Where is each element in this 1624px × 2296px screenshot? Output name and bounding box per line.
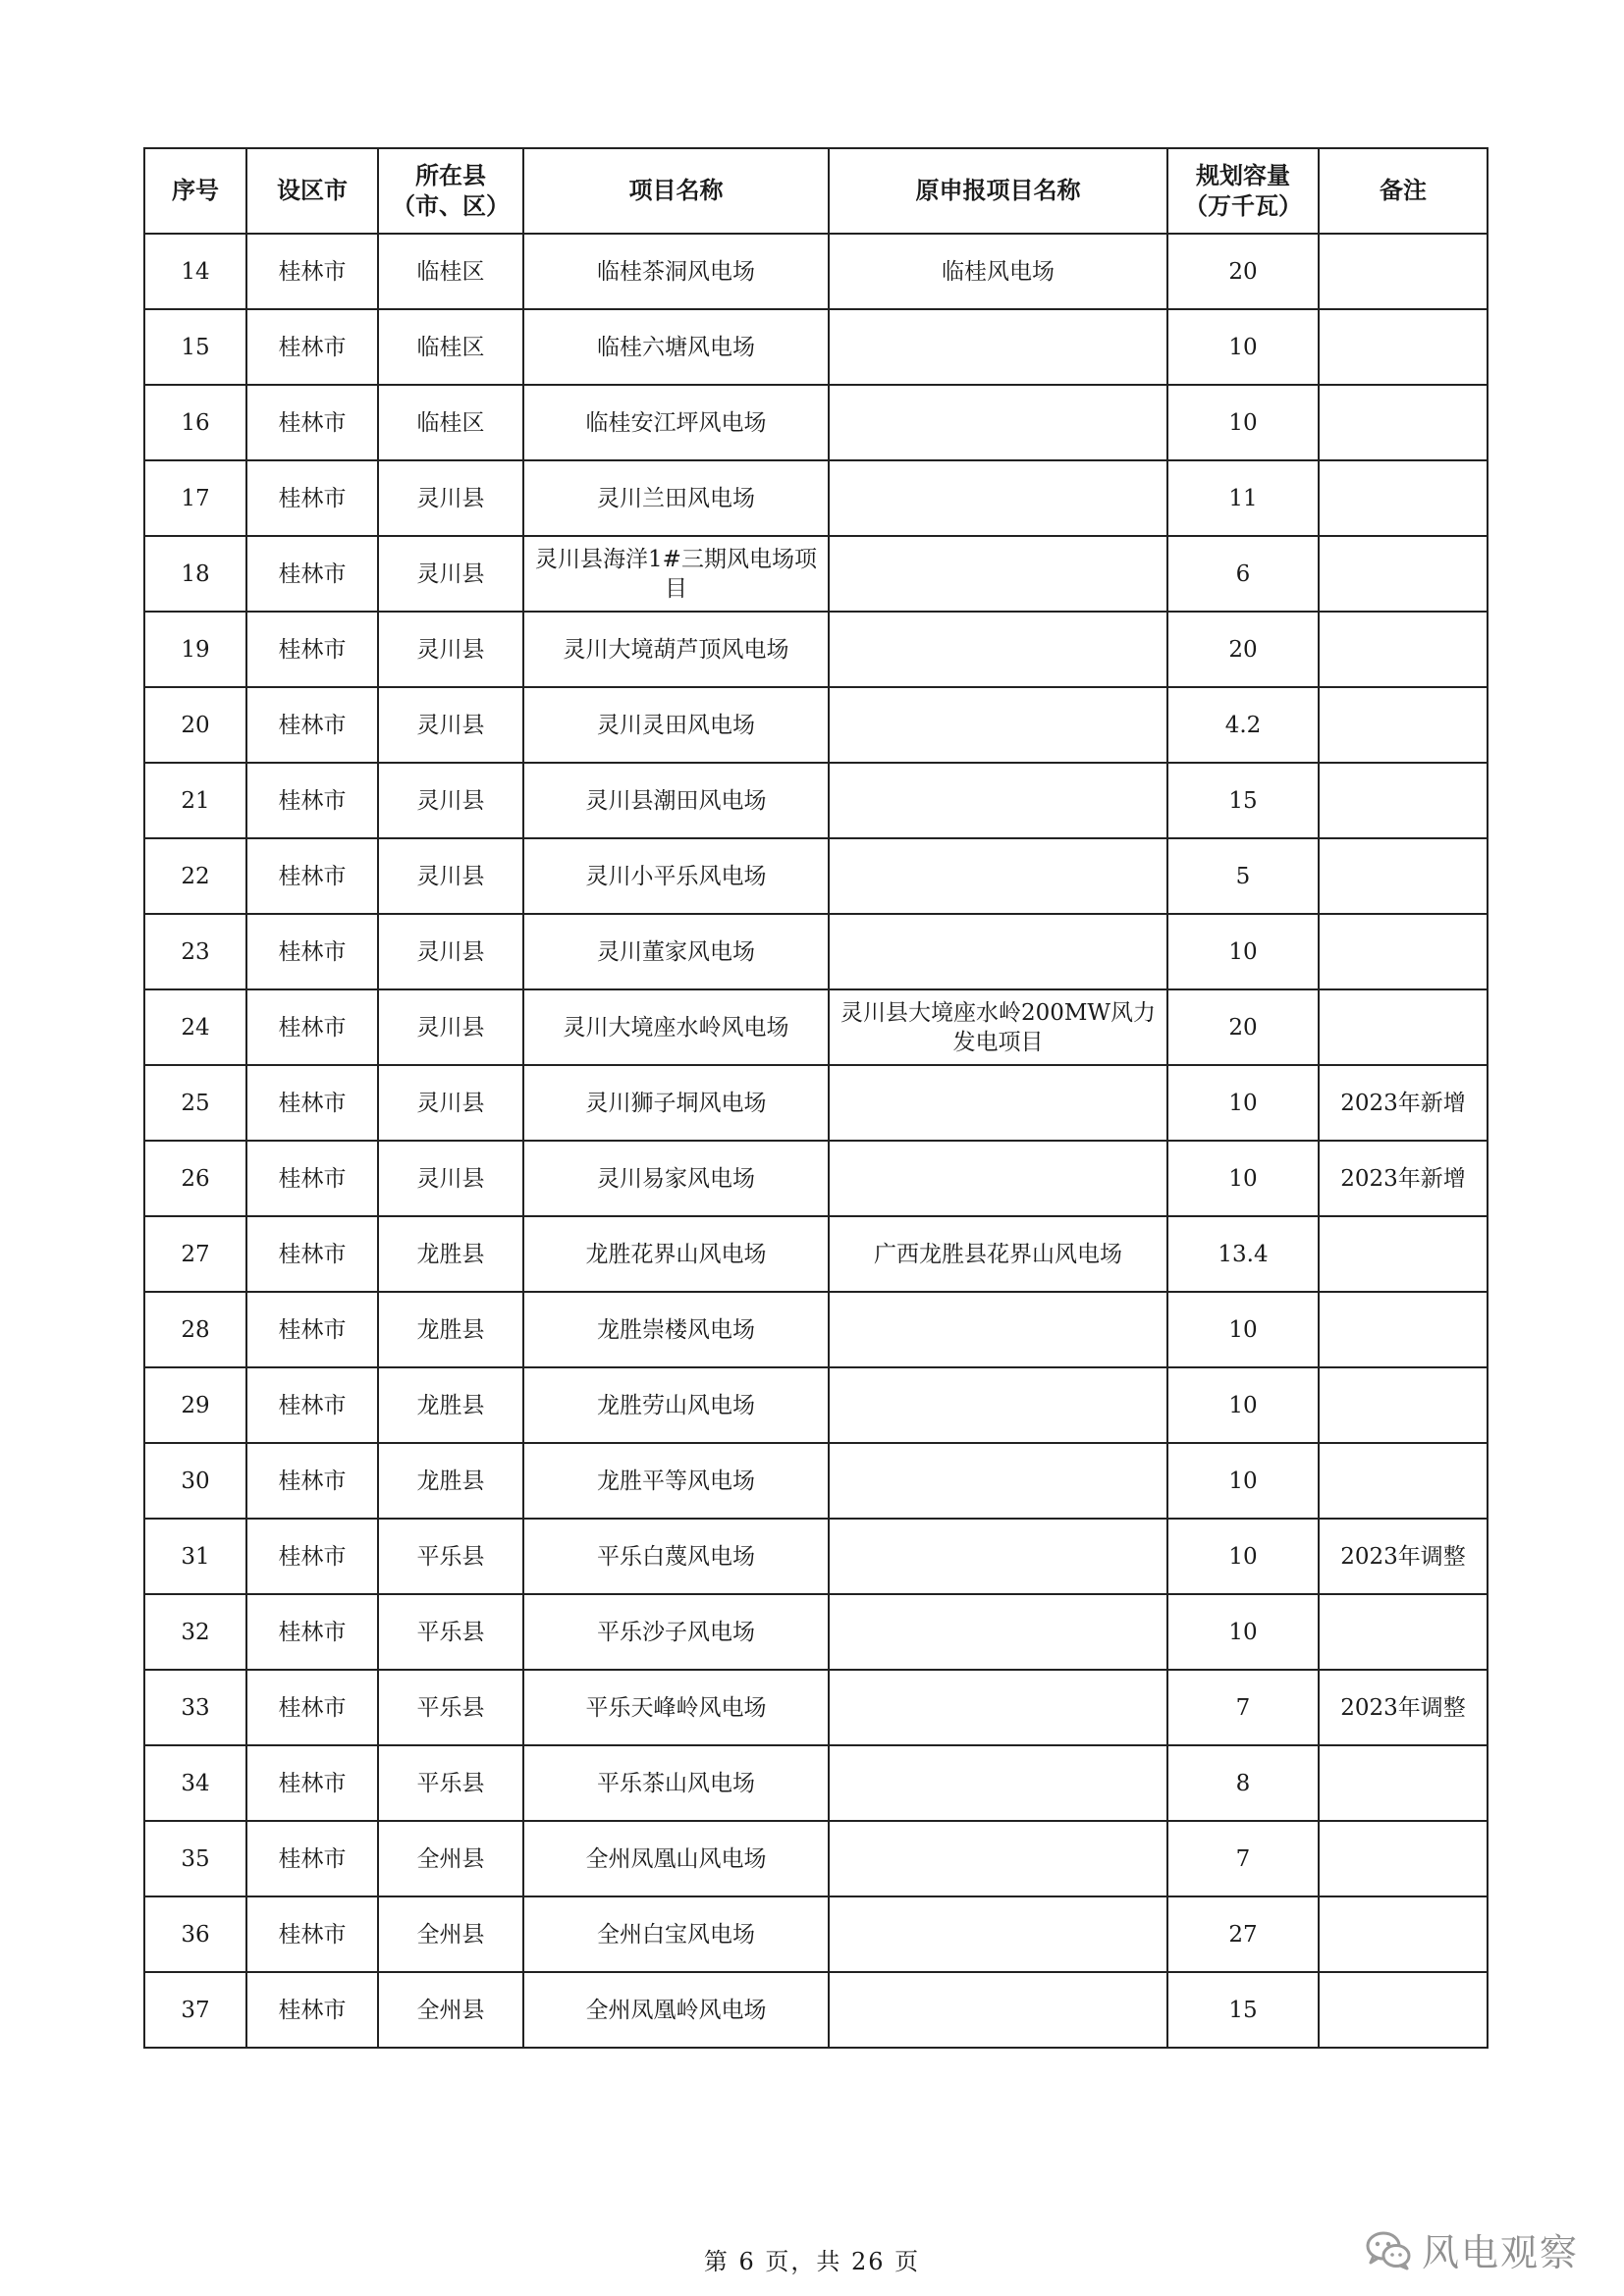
- cell-remark: [1319, 989, 1488, 1065]
- table-row: [144, 460, 1488, 536]
- cell-remark: 2023年调整: [1319, 1670, 1488, 1745]
- cell-city: 桂林市: [246, 687, 378, 763]
- table-row: [144, 838, 1488, 914]
- cell-index: 17: [144, 460, 246, 536]
- table-row: [144, 1216, 1488, 1292]
- cell-remark: [1319, 1367, 1488, 1443]
- cell-capacity: 13.4: [1167, 1216, 1319, 1292]
- cell-remark: [1319, 309, 1488, 385]
- cell-index: 18: [144, 536, 246, 612]
- cell-remark: [1319, 460, 1488, 536]
- cell-original: [829, 763, 1167, 838]
- cell-project: 全州凤凰山风电场: [523, 1821, 829, 1896]
- cell-city: 桂林市: [246, 612, 378, 687]
- cell-project: 灵川县潮田风电场: [523, 763, 829, 838]
- cell-city: 桂林市: [246, 1821, 378, 1896]
- cell-city: 桂林市: [246, 1065, 378, 1141]
- cell-original: 临桂风电场: [829, 234, 1167, 309]
- cell-county: 临桂区: [378, 385, 523, 460]
- cell-county: 灵川县: [378, 1141, 523, 1216]
- table-row: [144, 234, 1488, 309]
- cell-remark: [1319, 763, 1488, 838]
- cell-city: 桂林市: [246, 1745, 378, 1821]
- cell-capacity: 4.2: [1167, 687, 1319, 763]
- cell-project: 灵川大境葫芦顶风电场: [523, 612, 829, 687]
- cell-index: 21: [144, 763, 246, 838]
- cell-index: 19: [144, 612, 246, 687]
- table-row: [144, 1292, 1488, 1367]
- cell-capacity: 10: [1167, 914, 1319, 989]
- cell-index: 34: [144, 1745, 246, 1821]
- cell-county: 全州县: [378, 1821, 523, 1896]
- cell-index: 15: [144, 309, 246, 385]
- cell-remark: [1319, 234, 1488, 309]
- table-row: [144, 1443, 1488, 1519]
- cell-original: [829, 1443, 1167, 1519]
- cell-project: 灵川兰田风电场: [523, 460, 829, 536]
- cell-remark: [1319, 385, 1488, 460]
- cell-remark: [1319, 1216, 1488, 1292]
- table-row: [144, 914, 1488, 989]
- table-row: [144, 1670, 1488, 1745]
- header-index: 序号: [144, 148, 246, 234]
- cell-city: 桂林市: [246, 1594, 378, 1670]
- cell-capacity: 8: [1167, 1745, 1319, 1821]
- cell-county: 灵川县: [378, 612, 523, 687]
- cell-county: 临桂区: [378, 309, 523, 385]
- cell-remark: 2023年调整: [1319, 1519, 1488, 1594]
- cell-capacity: 10: [1167, 1292, 1319, 1367]
- cell-index: 16: [144, 385, 246, 460]
- table-row: [144, 1972, 1488, 2048]
- cell-capacity: 15: [1167, 763, 1319, 838]
- cell-index: 20: [144, 687, 246, 763]
- header-county-line1: 所在县: [415, 161, 486, 189]
- cell-city: 桂林市: [246, 1896, 378, 1972]
- table-row: [144, 1519, 1488, 1594]
- cell-index: 33: [144, 1670, 246, 1745]
- cell-index: 23: [144, 914, 246, 989]
- cell-city: 桂林市: [246, 838, 378, 914]
- header-county-line2: （市、区）: [392, 191, 510, 220]
- cell-remark: [1319, 1443, 1488, 1519]
- cell-county: 灵川县: [378, 914, 523, 989]
- cell-capacity: 10: [1167, 309, 1319, 385]
- header-capacity-line2: （万千瓦）: [1184, 191, 1302, 220]
- header-project: 项目名称: [523, 148, 829, 234]
- header-county: [378, 148, 523, 234]
- cell-project: 灵川县海洋1#三期风电场项目: [523, 536, 829, 612]
- cell-remark: [1319, 838, 1488, 914]
- cell-original: [829, 1972, 1167, 2048]
- cell-county: 龙胜县: [378, 1292, 523, 1367]
- cell-project: 平乐沙子风电场: [523, 1594, 829, 1670]
- table-row: [144, 763, 1488, 838]
- cell-remark: [1319, 1745, 1488, 1821]
- cell-county: 龙胜县: [378, 1443, 523, 1519]
- table-row: [144, 687, 1488, 763]
- cell-capacity: 27: [1167, 1896, 1319, 1972]
- cell-county: 平乐县: [378, 1519, 523, 1594]
- cell-remark: [1319, 687, 1488, 763]
- cell-original: [829, 1292, 1167, 1367]
- cell-county: 灵川县: [378, 1065, 523, 1141]
- cell-project: 临桂茶洞风电场: [523, 234, 829, 309]
- table-row: [144, 309, 1488, 385]
- cell-original: 广西龙胜县花界山风电场: [829, 1216, 1167, 1292]
- cell-city: 桂林市: [246, 989, 378, 1065]
- cell-project: 灵川灵田风电场: [523, 687, 829, 763]
- cell-project: 临桂安江坪风电场: [523, 385, 829, 460]
- cell-city: 桂林市: [246, 1292, 378, 1367]
- cell-project: 灵川狮子垌风电场: [523, 1065, 829, 1141]
- cell-original: [829, 1519, 1167, 1594]
- cell-county: 临桂区: [378, 234, 523, 309]
- table-row: [144, 989, 1488, 1065]
- table-row: [144, 1141, 1488, 1216]
- cell-remark: 2023年新增: [1319, 1141, 1488, 1216]
- cell-index: 14: [144, 234, 246, 309]
- cell-project: 龙胜劳山风电场: [523, 1367, 829, 1443]
- cell-index: 36: [144, 1896, 246, 1972]
- cell-county: 灵川县: [378, 763, 523, 838]
- header-capacity-line1: 规划容量: [1196, 161, 1290, 189]
- table-header-row: [144, 148, 1488, 234]
- cell-city: 桂林市: [246, 1519, 378, 1594]
- cell-county: 灵川县: [378, 838, 523, 914]
- cell-capacity: 20: [1167, 989, 1319, 1065]
- cell-index: 27: [144, 1216, 246, 1292]
- table-row: [144, 536, 1488, 612]
- cell-index: 25: [144, 1065, 246, 1141]
- table-row: [144, 1896, 1488, 1972]
- cell-city: 桂林市: [246, 1216, 378, 1292]
- cell-county: 灵川县: [378, 989, 523, 1065]
- table-row: [144, 1594, 1488, 1670]
- cell-city: 桂林市: [246, 1670, 378, 1745]
- cell-original: [829, 460, 1167, 536]
- cell-capacity: 11: [1167, 460, 1319, 536]
- cell-city: 桂林市: [246, 309, 378, 385]
- cell-index: 26: [144, 1141, 246, 1216]
- cell-remark: [1319, 1821, 1488, 1896]
- cell-index: 31: [144, 1519, 246, 1594]
- cell-remark: [1319, 536, 1488, 612]
- cell-project: 平乐茶山风电场: [523, 1745, 829, 1821]
- cell-index: 29: [144, 1367, 246, 1443]
- cell-original: [829, 536, 1167, 612]
- header-city: 设区市: [246, 148, 378, 234]
- cell-city: 桂林市: [246, 385, 378, 460]
- cell-original: [829, 1896, 1167, 1972]
- table-row: [144, 612, 1488, 687]
- cell-county: 灵川县: [378, 536, 523, 612]
- cell-capacity: 7: [1167, 1821, 1319, 1896]
- cell-project: 临桂六塘风电场: [523, 309, 829, 385]
- watermark-text: 风电观察: [1422, 2231, 1580, 2274]
- cell-remark: [1319, 1594, 1488, 1670]
- cell-project: 灵川大境座水岭风电场: [523, 989, 829, 1065]
- table-row: [144, 1367, 1488, 1443]
- cell-county: 龙胜县: [378, 1216, 523, 1292]
- cell-index: 28: [144, 1292, 246, 1367]
- cell-city: 桂林市: [246, 460, 378, 536]
- cell-capacity: 10: [1167, 1519, 1319, 1594]
- cell-project: 龙胜崇楼风电场: [523, 1292, 829, 1367]
- cell-index: 37: [144, 1972, 246, 2048]
- table-row: [144, 385, 1488, 460]
- table-row: [144, 1065, 1488, 1141]
- cell-project: 龙胜花界山风电场: [523, 1216, 829, 1292]
- cell-city: 桂林市: [246, 234, 378, 309]
- cell-index: 30: [144, 1443, 246, 1519]
- cell-original: [829, 1821, 1167, 1896]
- cell-capacity: 20: [1167, 234, 1319, 309]
- cell-project: 全州白宝风电场: [523, 1896, 829, 1972]
- wechat-icon: [1365, 2229, 1412, 2270]
- cell-index: 35: [144, 1821, 246, 1896]
- cell-city: 桂林市: [246, 763, 378, 838]
- cell-remark: [1319, 1292, 1488, 1367]
- cell-original: 灵川县大境座水岭200MW风力发电项目: [829, 989, 1167, 1065]
- cell-remark: [1319, 1972, 1488, 2048]
- header-remark: 备注: [1319, 148, 1488, 234]
- cell-capacity: 10: [1167, 1594, 1319, 1670]
- cell-original: [829, 612, 1167, 687]
- cell-county: 平乐县: [378, 1670, 523, 1745]
- header-original: 原申报项目名称: [829, 148, 1167, 234]
- cell-original: [829, 1594, 1167, 1670]
- cell-capacity: 10: [1167, 1065, 1319, 1141]
- cell-original: [829, 309, 1167, 385]
- cell-original: [829, 1065, 1167, 1141]
- cell-city: 桂林市: [246, 1367, 378, 1443]
- cell-capacity: 20: [1167, 612, 1319, 687]
- cell-original: [829, 687, 1167, 763]
- cell-capacity: 10: [1167, 1141, 1319, 1216]
- cell-city: 桂林市: [246, 1972, 378, 2048]
- table-row: [144, 1745, 1488, 1821]
- cell-project: 全州凤凰岭风电场: [523, 1972, 829, 2048]
- cell-index: 24: [144, 989, 246, 1065]
- wind-project-table: [143, 147, 1489, 2049]
- cell-county: 平乐县: [378, 1745, 523, 1821]
- cell-project: 龙胜平等风电场: [523, 1443, 829, 1519]
- cell-county: 全州县: [378, 1896, 523, 1972]
- cell-original: [829, 914, 1167, 989]
- cell-original: [829, 385, 1167, 460]
- cell-city: 桂林市: [246, 1141, 378, 1216]
- cell-project: 灵川易家风电场: [523, 1141, 829, 1216]
- cell-county: 平乐县: [378, 1594, 523, 1670]
- header-capacity: [1167, 148, 1319, 234]
- cell-index: 32: [144, 1594, 246, 1670]
- cell-remark: [1319, 612, 1488, 687]
- cell-original: [829, 1745, 1167, 1821]
- table-body: [144, 234, 1488, 2048]
- cell-project: 平乐天峰岭风电场: [523, 1670, 829, 1745]
- cell-capacity: 15: [1167, 1972, 1319, 2048]
- cell-project: 灵川小平乐风电场: [523, 838, 829, 914]
- page-number: 第 6 页，共 26 页: [703, 2248, 921, 2275]
- cell-county: 灵川县: [378, 460, 523, 536]
- cell-remark: [1319, 1896, 1488, 1972]
- cell-capacity: 6: [1167, 536, 1319, 612]
- cell-city: 桂林市: [246, 1443, 378, 1519]
- cell-county: 龙胜县: [378, 1367, 523, 1443]
- cell-capacity: 10: [1167, 1367, 1319, 1443]
- cell-capacity: 10: [1167, 385, 1319, 460]
- cell-city: 桂林市: [246, 536, 378, 612]
- cell-original: [829, 1367, 1167, 1443]
- cell-remark: [1319, 914, 1488, 989]
- cell-original: [829, 838, 1167, 914]
- cell-capacity: 7: [1167, 1670, 1319, 1745]
- cell-original: [829, 1670, 1167, 1745]
- cell-capacity: 10: [1167, 1443, 1319, 1519]
- cell-capacity: 5: [1167, 838, 1319, 914]
- cell-county: 全州县: [378, 1972, 523, 2048]
- cell-remark: 2023年新增: [1319, 1065, 1488, 1141]
- cell-project: 平乐白蔑风电场: [523, 1519, 829, 1594]
- watermark: [1365, 2222, 1579, 2276]
- cell-original: [829, 1141, 1167, 1216]
- cell-county: 灵川县: [378, 687, 523, 763]
- cell-project: 灵川董家风电场: [523, 914, 829, 989]
- table-row: [144, 1821, 1488, 1896]
- cell-city: 桂林市: [246, 914, 378, 989]
- cell-index: 22: [144, 838, 246, 914]
